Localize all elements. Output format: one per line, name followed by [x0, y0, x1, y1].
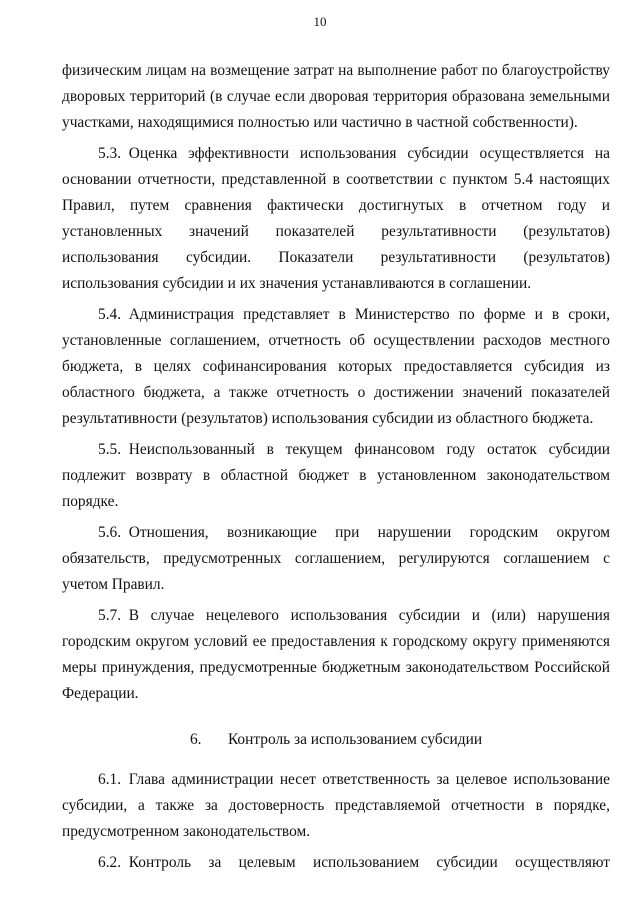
document-body — [62, 58, 610, 881]
paragraph-text: Оценка эффективности использования субсидии осуществляется на основании отчетности, представленной в соответствии с пунктом 5.4 настоящих Правил, путем сравнения фактически достигнутых в отчетном году и установленных значений показателей результативности (результатов) использования субсидии. Показатели результативности (результатов) использования субсидии и их значения устанавливаются в соглашении. — [62, 145, 610, 292]
paragraph-number: 5.5. — [98, 441, 122, 458]
paragraph-5-6 — [62, 520, 610, 598]
paragraph-number: 5.7. — [98, 607, 122, 624]
section-number: 6. — [189, 731, 202, 748]
paragraph-number: 5.3. — [98, 145, 122, 162]
paragraph-text: Неиспользованный в текущем финансовом году остаток субсидии подлежит возврату в областной бюджет в установленном законодательством порядке. — [62, 441, 610, 510]
paragraph-6-2 — [62, 850, 610, 876]
page-number: 10 — [313, 14, 327, 29]
section-heading — [62, 727, 610, 753]
paragraph-number: 5.6. — [98, 524, 122, 541]
paragraph-5-4 — [62, 302, 610, 432]
paragraph-text: Администрация представляет в Министерство по форме и в сроки, установленные соглашением, отчетность об осуществлении расходов местного бюджета, в целях софинансирования которых предоставляется субсидия из областного бюджета, а также отчетность о достижении значений показателей результативности (результатов) использования субсидии из областного бюджета. — [62, 306, 610, 427]
paragraph-text: Глава администрации несет ответственность за целевое использование субсидии, а также за достоверность представляемой отчетности в порядке, предусмотренном законодательством. — [62, 771, 610, 840]
paragraph-continuation — [62, 58, 610, 136]
paragraph-6-1 — [62, 767, 610, 845]
section-title: Контроль за использованием субсидии — [227, 731, 483, 748]
paragraph-5-7 — [62, 603, 610, 707]
paragraph-text: физическим лицам на возмещение затрат на выполнение работ по благоустройству дворовых территорий (в случае если дворовая территория образована земельными участками, находящимися полностью или частично в частной собственности). — [62, 62, 610, 131]
paragraph-text: В случае нецелевого использования субсидии и (или) нарушения городским округом условий ее предоставления к городскому округу применяются меры принуждения, предусмотренные бюджетным законодательством Российской Федерации. — [62, 607, 610, 702]
paragraph-5-5 — [62, 437, 610, 515]
paragraph-text: Отношения, возникающие при нарушении городским округом обязательств, предусмотренных соглашением, регулируются соглашением с учетом Правил. — [62, 524, 610, 593]
paragraph-number: 6.1. — [98, 771, 122, 788]
paragraph-text: Контроль за целевым использованием субсидии осуществляют — [128, 854, 610, 871]
paragraph-number: 6.2. — [98, 854, 122, 871]
paragraph-5-3 — [62, 141, 610, 297]
paragraph-number: 5.4. — [98, 306, 122, 323]
